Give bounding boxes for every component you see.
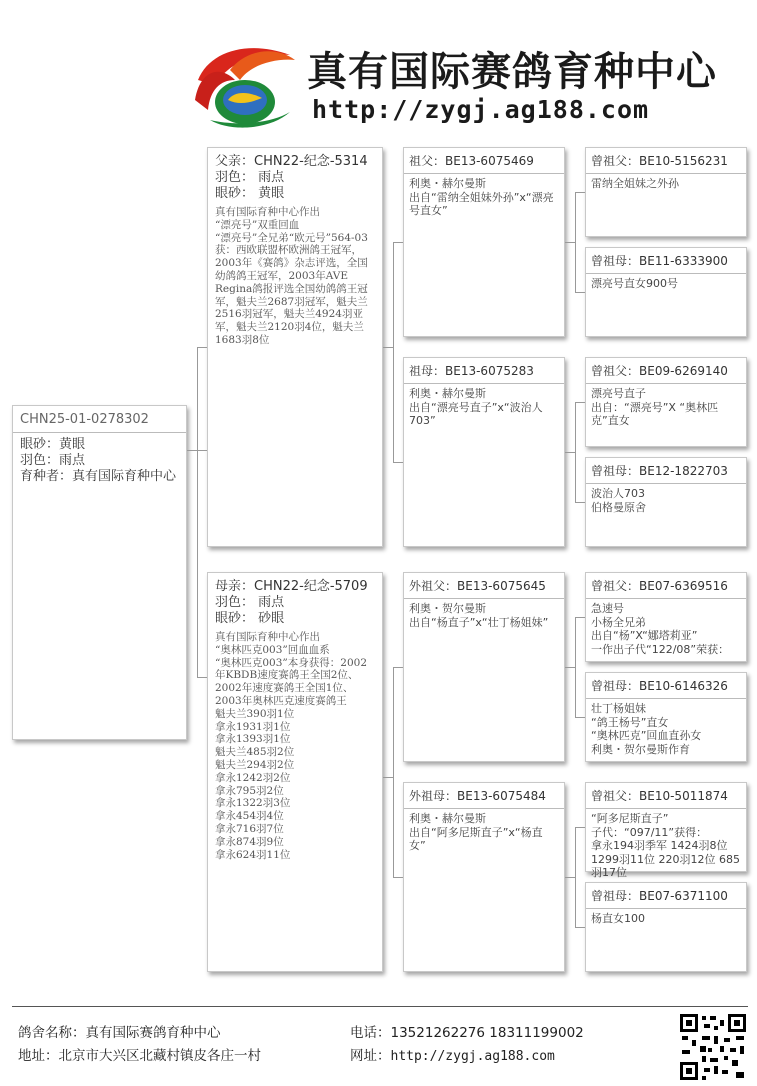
grandparent-ring: 祖父：BE13-6075469: [409, 154, 534, 168]
grandparent-notes: 利奥・赫尔曼斯 出自“漂亮号直子”x“波治人703”: [409, 387, 543, 427]
great-grandparent-ring: 曾祖父：BE10-5011874: [591, 789, 728, 803]
dam-color: 羽色： 雨点: [215, 595, 285, 610]
great-grandparent-notes: 漂亮号直子 出自：“漂亮号”X “奥林匹克”直女: [591, 387, 719, 427]
sire-card: [207, 147, 383, 547]
grandparent-card: [403, 147, 565, 337]
great-grandparent-notes: “阿多尼斯直子” 子代：“097/11”获得： 拿永194羽季军 1424羽8位 1299羽11位 220羽12位 685羽17位: [591, 812, 740, 879]
sire-color: 羽色： 雨点: [215, 170, 285, 185]
great-grandparent-card: [585, 782, 747, 879]
dam-notes: 真有国际育种中心作出 “奥林匹克003”回血血系 “奥林匹克003”本身获得：2002年KBDB速度赛鸽王全国2位、2002年速度赛鸽王全国1位、2003年奥林匹克速度赛鸽王 魁夫兰390羽1位 拿永1931羽1位 拿永1393羽1位 魁夫兰485羽2位 魁夫兰294羽2位 拿永1242羽2位 拿永795羽2位 拿永1322羽3位 拿永454羽4位 拿永716羽7位 拿永874羽9位 拿永624羽11位: [215, 631, 367, 861]
grandparent-ring: 祖母：BE13-6075283: [409, 364, 534, 378]
great-grandparent-notes: 雷纳全姐妹之外孙: [591, 177, 679, 190]
dam-eye: 眼砂： 砂眼: [215, 611, 285, 626]
dam-card: [207, 572, 383, 972]
great-grandparent-notes: 漂亮号直女900号: [591, 277, 678, 290]
footer-divider: [12, 1006, 748, 1007]
qr-code-icon: [678, 1012, 748, 1082]
great-grandparent-notes: 波治人703 伯格曼原舍: [591, 487, 646, 514]
great-grandparent-ring: 曾祖父：BE10-5156231: [591, 154, 728, 168]
grandparent-notes: 利奥・赫尔曼斯 出自“雷纳全姐妹外孙”x“漂亮号直女”: [409, 177, 554, 217]
great-grandparent-card: [585, 882, 747, 972]
grandparent-card: [403, 357, 565, 547]
subject-breeder: 育种者：真有国际育种中心: [20, 469, 177, 484]
great-grandparent-card: [585, 147, 747, 237]
great-grandparent-ring: 曾祖母：BE07-6371100: [591, 889, 728, 903]
great-grandparent-notes: 急速号 小杨全兄弟 出自“杨”X“娜塔莉亚” 一作出子代“122/08”荣获：: [591, 602, 730, 656]
great-grandparent-notes: 杨直女100: [591, 912, 645, 925]
great-grandparent-ring: 曾祖母：BE12-1822703: [591, 464, 728, 478]
grandparent-notes: 利奥・贺尔曼斯 出自“杨直子”x“壮丁杨姐妹”: [409, 602, 549, 629]
subject-color: 羽色：雨点: [20, 453, 86, 468]
header-url: http://zygj.ag188.com: [312, 95, 650, 124]
footer-phone: 电话：13521262276 18311199002: [350, 1025, 584, 1041]
sire-notes: 真有国际育种中心作出 “漂亮号”双重回血 “漂亮号”全兄弟“欧元号”564-03获：西欧联盟杯欧洲鸽王冠军，2003年《赛鸽》杂志评选，全国幼鸽鸽王冠军，2003年AVE Regina鸽报评选全国幼鸽鸽王冠军，魁夫兰2687羽冠军，魁夫兰2516羽冠军，魁夫兰4924羽亚军，魁夫兰2120羽4位，魁夫兰1683羽8位: [215, 206, 368, 346]
subject-ring: CHN25-01-0278302: [20, 412, 149, 427]
header-title: 真有国际赛鸽育种中心: [307, 49, 717, 95]
footer-website: 网址：http://zygj.ag188.com: [350, 1048, 555, 1064]
sire-ring: 父亲：CHN22-纪念-5314: [215, 154, 368, 169]
great-grandparent-card: [585, 457, 747, 547]
grandparent-card: [403, 572, 565, 762]
great-grandparent-card: [585, 672, 747, 762]
dam-ring: 母亲：CHN22-纪念-5709: [215, 579, 368, 594]
grandparent-notes: 利奥・赫尔曼斯 出自“阿多尼斯直子”x“杨直女”: [409, 812, 543, 852]
sire-eye: 眼砂： 黄眼: [215, 186, 285, 201]
footer-address: 地址：北京市大兴区北藏村镇皮各庄一村: [18, 1048, 261, 1064]
subject-eye: 眼砂：黄眼: [20, 437, 86, 452]
logo-emblem: [190, 40, 300, 130]
grandparent-ring: 外祖母：BE13-6075484: [409, 789, 546, 803]
great-grandparent-ring: 曾祖父：BE07-6369516: [591, 579, 728, 593]
footer-loft: 鸽舍名称：真有国际赛鸽育种中心: [18, 1025, 221, 1041]
great-grandparent-ring: 曾祖父：BE09-6269140: [591, 364, 728, 378]
great-grandparent-card: [585, 572, 747, 662]
great-grandparent-notes: 壮丁杨姐妹 “鸽王杨号”直女 “奥林匹克”回血直孙女 利奥・贺尔曼斯作育: [591, 702, 702, 756]
great-grandparent-card: [585, 247, 747, 337]
great-grandparent-ring: 曾祖母：BE11-6333900: [591, 254, 728, 268]
grandparent-card: [403, 782, 565, 972]
great-grandparent-card: [585, 357, 747, 447]
subject-card: [12, 405, 187, 740]
grandparent-ring: 外祖父：BE13-6075645: [409, 579, 546, 593]
great-grandparent-ring: 曾祖母：BE10-6146326: [591, 679, 728, 693]
